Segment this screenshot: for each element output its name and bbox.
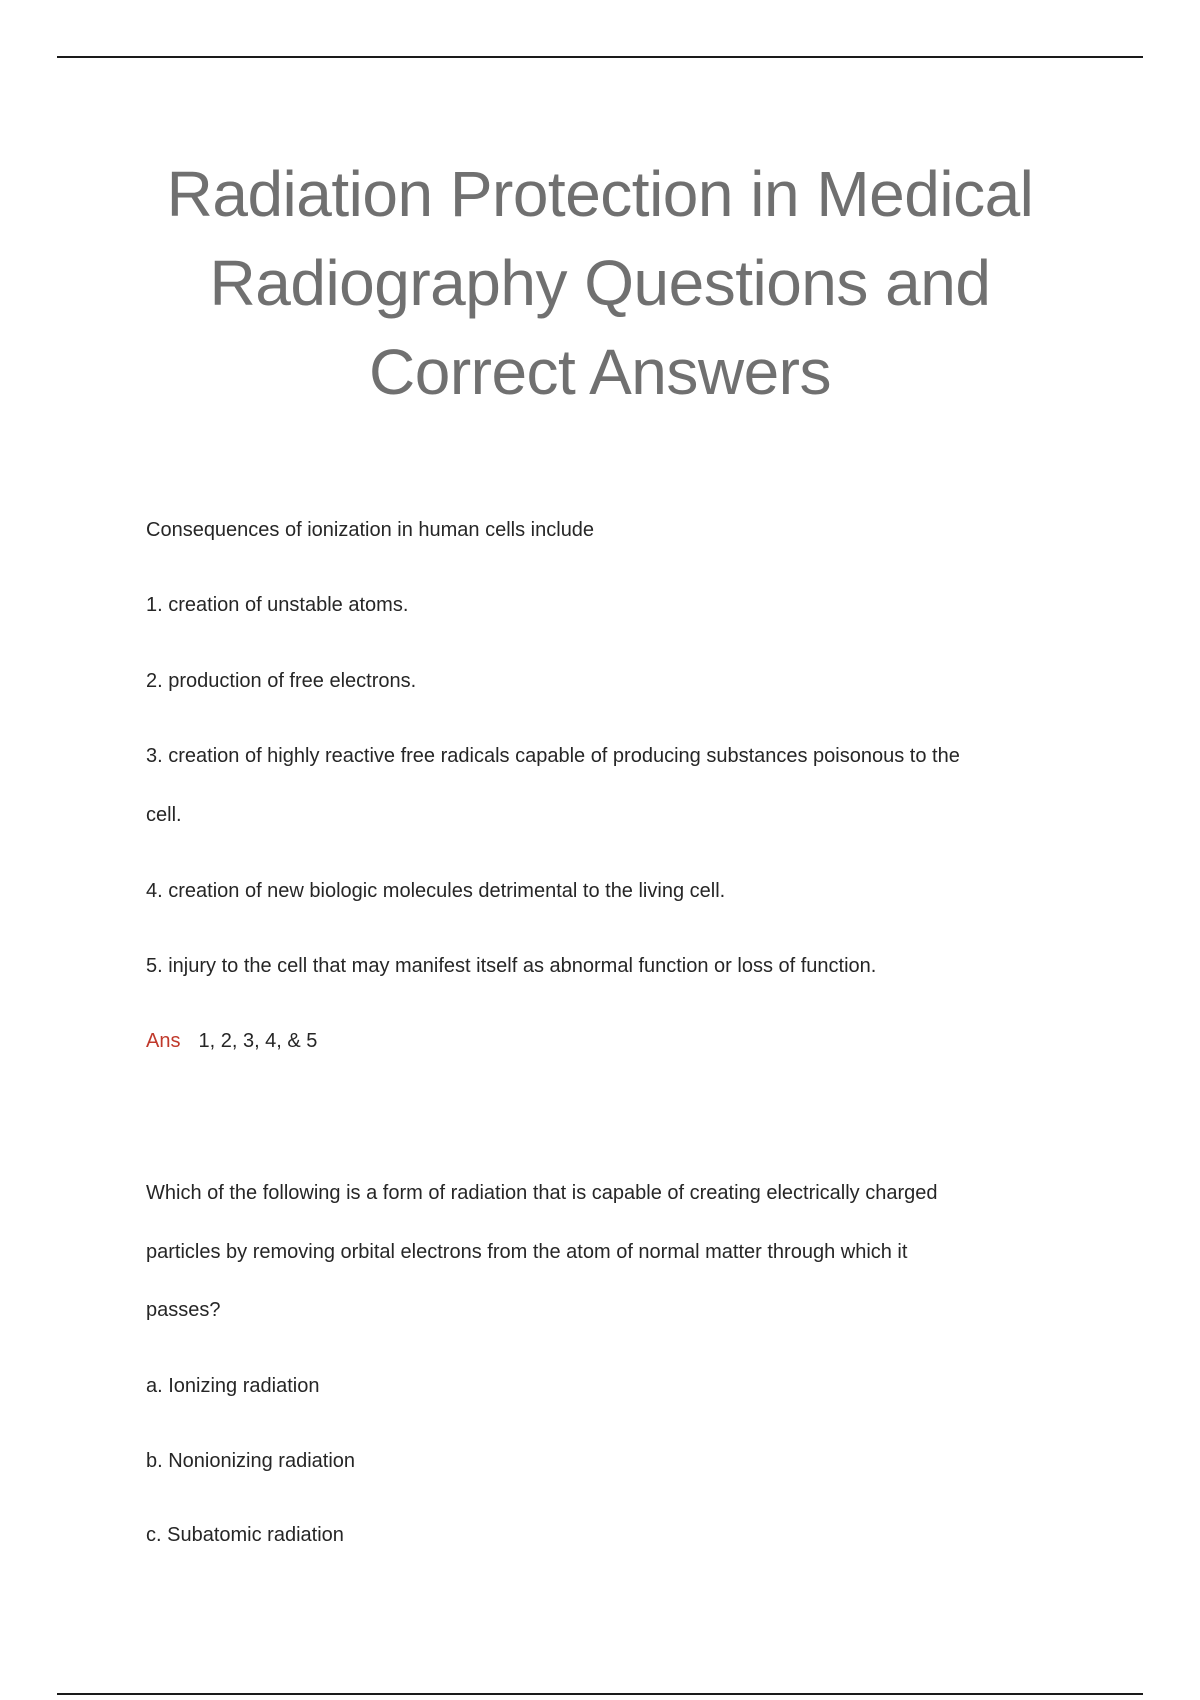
question-1-option-1: 1. creation of unstable atoms. (146, 594, 409, 616)
question-1-option-4: 4. creation of new biologic molecules detrimental to the living cell. (146, 880, 726, 902)
header-rule (57, 56, 1143, 58)
question-1-answer (146, 1028, 317, 1054)
question-1-option-5: 5. injury to the cell that may manifest itself as abnormal function or loss of function. (146, 955, 877, 977)
question-2-option-a: a. Ionizing radiation (146, 1375, 320, 1397)
question-1-option-3: 3. creation of highly reactive free radicals capable of producing substances poisonous to the (146, 745, 960, 767)
question-1-option-3-continued: cell. (146, 804, 182, 826)
answer-label: Ans (146, 1030, 181, 1052)
answer-value: 1, 2, 3, 4, & 5 (198, 1030, 318, 1052)
title-line: Radiation Protection in Medical (166, 158, 1034, 230)
title-line: Correct Answers (369, 336, 831, 408)
footer-rule (57, 1693, 1143, 1695)
question-1-option-2: 2. production of free electrons. (146, 670, 417, 692)
question-1-prompt: Consequences of ionization in human cells include (146, 519, 595, 541)
title-line: Radiography Questions and (209, 247, 991, 319)
question-2-prompt-line-3: passes? (146, 1299, 221, 1321)
document-title (100, 150, 1100, 417)
question-2-prompt-line-2: particles by removing orbital electrons from the atom of normal matter through which it (146, 1241, 908, 1263)
question-2-prompt-line-1: Which of the following is a form of radiation that is capable of creating electrically charged (146, 1182, 938, 1204)
question-2-option-c: c. Subatomic radiation (146, 1524, 344, 1546)
question-2-option-b: b. Nonionizing radiation (146, 1450, 356, 1472)
